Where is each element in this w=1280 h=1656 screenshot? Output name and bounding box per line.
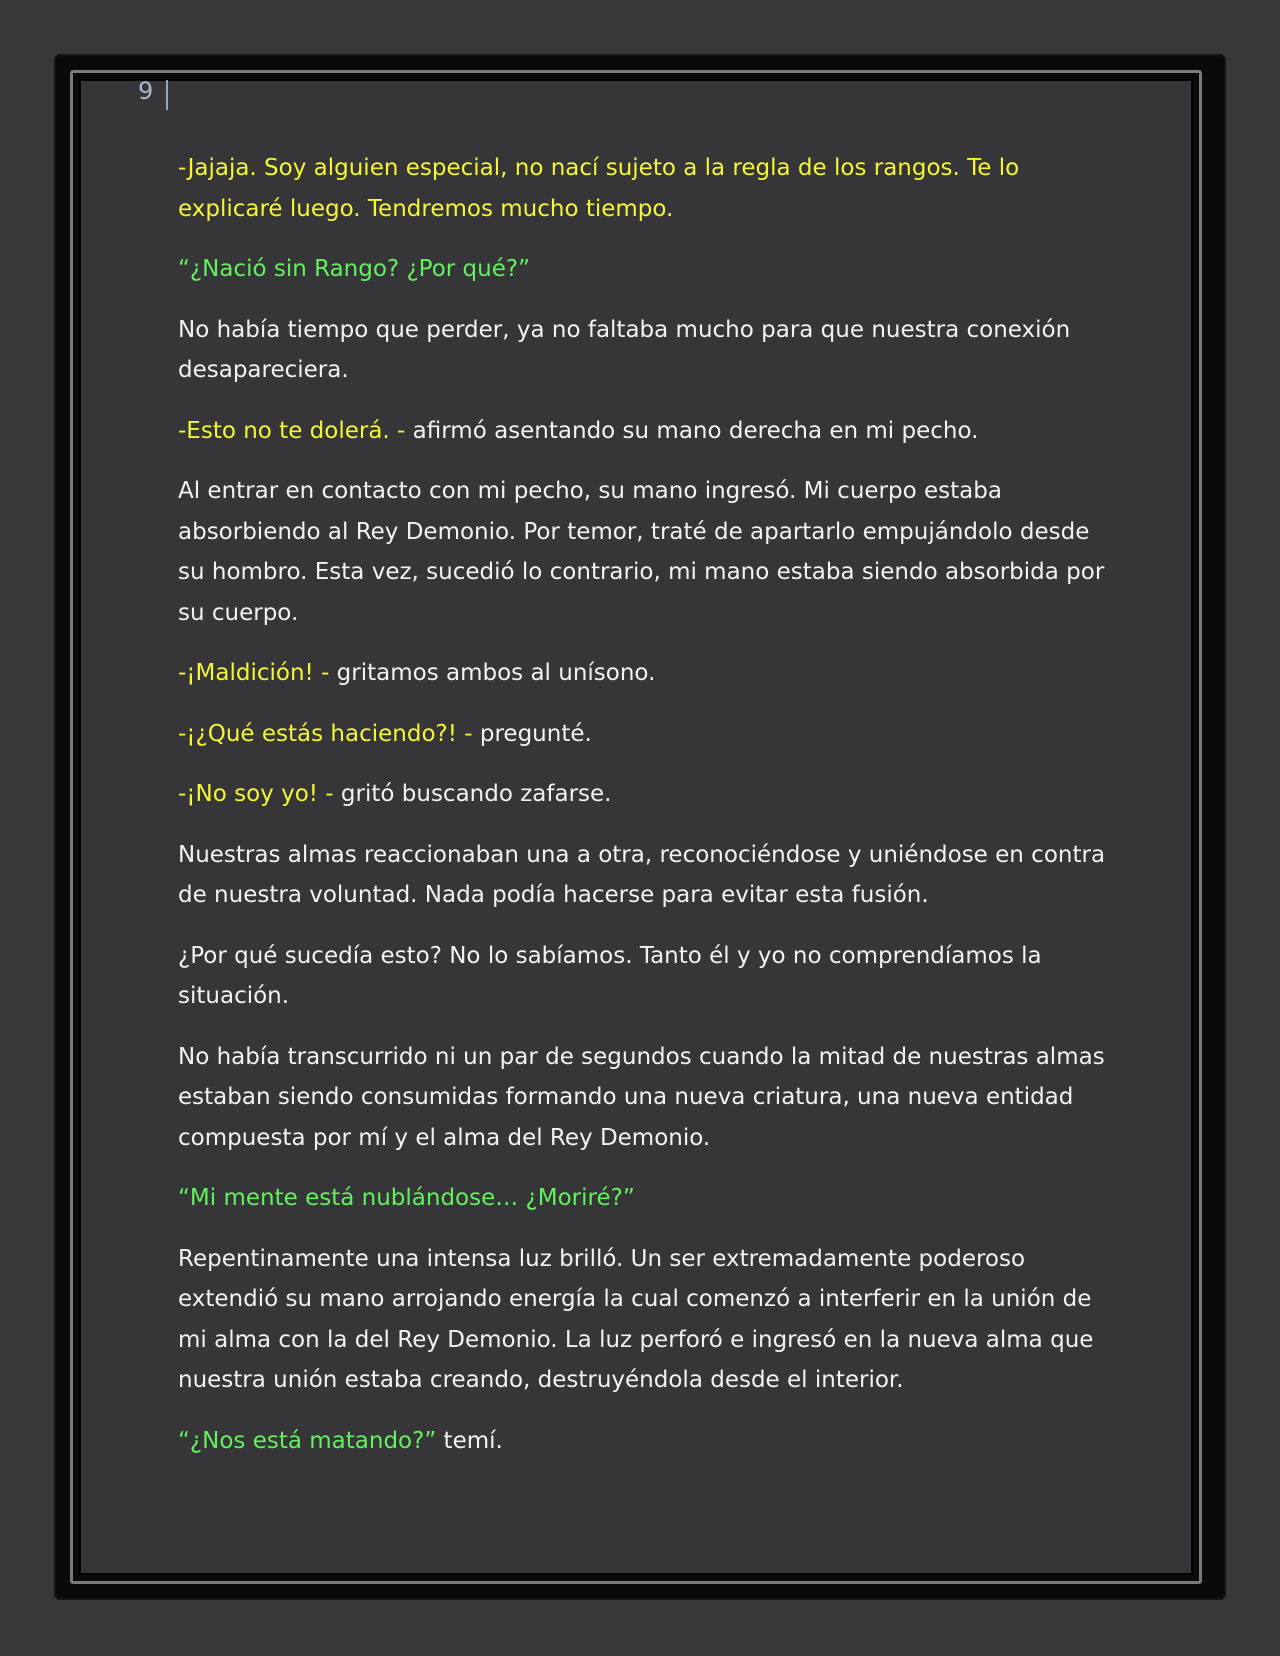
narration-text: gritamos ambos al unísono.: [336, 660, 656, 686]
paragraph-2: [178, 249, 1108, 290]
paragraph-12: [178, 1178, 1108, 1219]
paragraph-1: [178, 148, 1108, 229]
narration-text: Al entrar en contacto con mi pecho, su mano ingresó. Mi cuerpo estaba absorbiendo al Rey Demonio. Por temor, traté de apartarlo empujándolo desde su hombro. Esta vez, sucedió lo contrario, mi mano estaba siendo absorbida por su cuerpo.: [178, 478, 1105, 626]
page-number: 9: [138, 77, 154, 105]
narration-text: gritó buscando zafarse.: [340, 781, 612, 807]
paragraph-10: [178, 936, 1108, 1017]
dialogue-text: -Jajaja. Soy alguien especial, no nací sujeto a la regla de los rangos. Te lo explicaré luego. Tendremos mucho tiempo.: [178, 155, 1020, 222]
thought-text: “Mi mente está nublándose… ¿Moriré?”: [178, 1185, 635, 1211]
paragraph-14: [178, 1421, 1108, 1462]
paragraph-7: [178, 714, 1108, 755]
dialogue-text: -¡¿Qué estás haciendo?! -: [178, 720, 480, 747]
thought-text: “¿Nació sin Rango? ¿Por qué?”: [178, 256, 530, 282]
narration-text: afirmó asentando su mano derecha en mi pecho.: [412, 417, 979, 444]
page-number-divider: [166, 80, 168, 110]
narration-text: pregunté.: [479, 720, 592, 747]
paragraph-8: [178, 774, 1108, 815]
narration-text: Nuestras almas reaccionaban una a otra, reconociéndose y uniéndose en contra de nuestra voluntad. Nada podía hacerse para evitar esta fusión.: [178, 841, 1106, 908]
narration-text: ¿Por qué sucedía esto? No lo sabíamos. Tanto él y yo no comprendíamos la situación.: [178, 942, 1042, 1009]
paragraph-5: [178, 471, 1108, 633]
document-body: [178, 148, 1108, 1481]
paragraph-13: [178, 1239, 1108, 1401]
paragraph-3: [178, 310, 1108, 391]
narration-text: temí.: [436, 1427, 503, 1454]
paragraph-4: [178, 411, 1108, 452]
dialogue-text: -¡Maldición! -: [178, 660, 337, 686]
paragraph-6: [178, 653, 1108, 694]
dialogue-text: -Esto no te dolerá. -: [178, 417, 413, 444]
narration-text: No había transcurrido ni un par de segundos cuando la mitad de nuestras almas estaban siendo consumidas formando una nueva criatura, una nueva entidad compuesta por mí y el alma del Rey Demonio.: [178, 1043, 1105, 1151]
paragraph-11: [178, 1037, 1108, 1159]
paragraph-9: [178, 835, 1108, 916]
thought-text: “¿Nos está matando?”: [178, 1427, 437, 1454]
narration-text: Repentinamente una intensa luz brilló. Un ser extremadamente poderoso extendió su mano arrojando energía la cual comenzó a interferir en la unión de mi alma con la del Rey Demonio. La luz perforó e ingresó en la nueva alma que nuestra unión estaba creando, destruyéndola desde el interior.: [178, 1245, 1094, 1393]
narration-text: No había tiempo que perder, ya no faltaba mucho para que nuestra conexión desapareciera.: [178, 316, 1071, 383]
dialogue-text: -¡No soy yo! -: [178, 781, 341, 807]
